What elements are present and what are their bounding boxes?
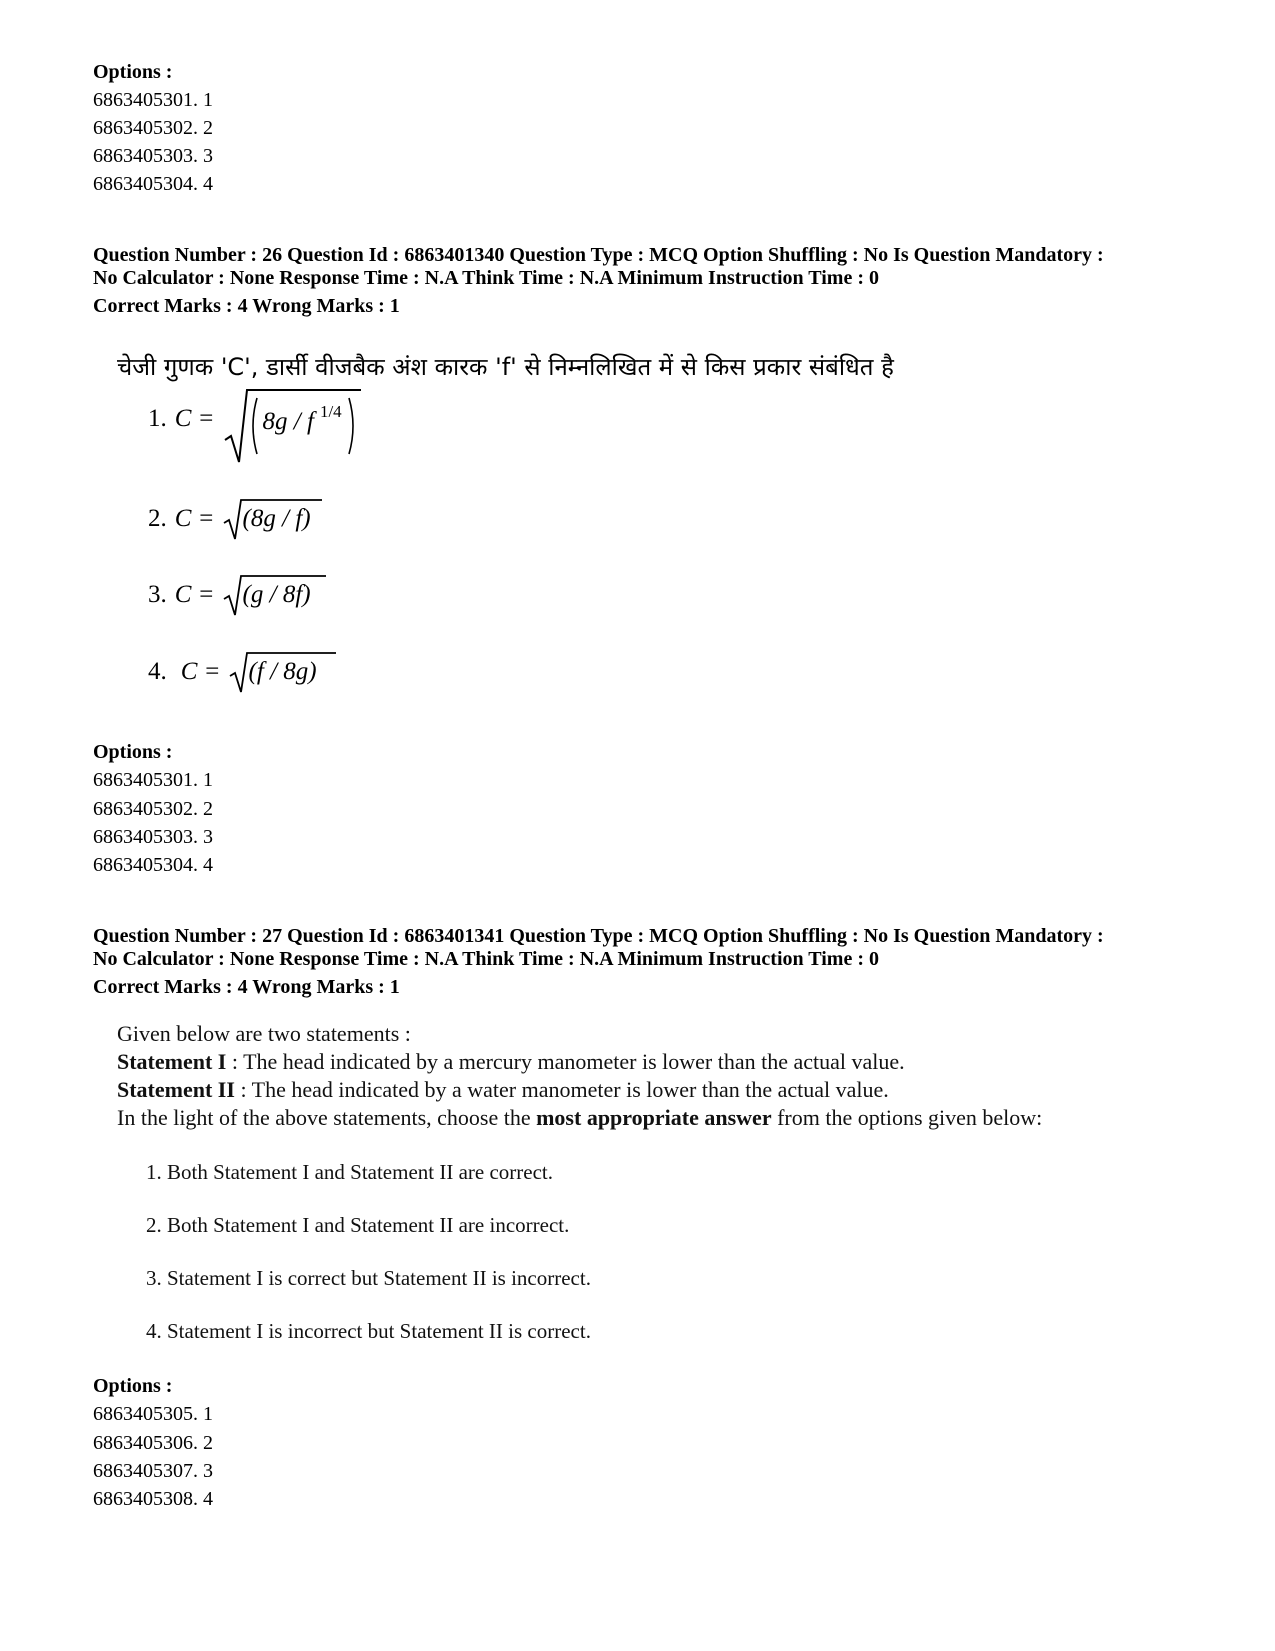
statement-2-text: : The head indicated by a water manometer is lower than the actual value. bbox=[234, 1077, 889, 1102]
option-row: 6863405303. 3 bbox=[93, 145, 213, 167]
q27-options-block bbox=[93, 1372, 213, 1513]
option-row: 6863405308. 4 bbox=[93, 1488, 213, 1511]
option-row: 6863405301. 1 bbox=[93, 89, 213, 111]
radicand: (f / 8g) bbox=[248, 658, 317, 685]
option-row: 6863405302. 2 bbox=[93, 797, 213, 820]
q27-choice-2: 2. Both Statement I and Statement II are incorrect. bbox=[146, 1213, 570, 1237]
q27-intro: Given below are two statements : bbox=[117, 1021, 411, 1046]
instruction-pre: In the light of the above statements, choose the bbox=[117, 1105, 537, 1130]
option-row: 6863405304. 4 bbox=[93, 173, 213, 195]
sqrt-expression bbox=[223, 505, 311, 533]
q27-choice-4: 4. Statement I is incorrect but Statement II is correct. bbox=[146, 1319, 591, 1343]
option-row: 6863405302. 2 bbox=[93, 117, 213, 139]
choice-number: 3. bbox=[148, 581, 167, 608]
statement-1-text: : The head indicated by a mercury manometer is lower than the actual value. bbox=[226, 1049, 905, 1074]
radicand: (g / 8f) bbox=[242, 581, 311, 608]
statement-1-label: Statement I bbox=[117, 1049, 227, 1074]
q26-choice-2 bbox=[148, 505, 311, 533]
q26-choice-4 bbox=[148, 658, 317, 686]
q26-question-text: चेजी गुणक 'C', डार्सी वीजबैक अंश कारक 'f' से निम्नलिखित में से किस प्रकार संबंधित है bbox=[117, 353, 894, 381]
q25-options-block bbox=[93, 58, 213, 198]
options-label: Options : bbox=[93, 61, 173, 83]
exponent: 1/4 bbox=[319, 402, 342, 422]
option-row: 6863405305. 1 bbox=[93, 1403, 213, 1426]
q27-marks: Correct Marks : 4 Wrong Marks : 1 bbox=[93, 976, 400, 998]
option-row: 6863405307. 3 bbox=[93, 1459, 213, 1482]
options-label: Options : bbox=[93, 1375, 173, 1397]
option-row: 6863405304. 4 bbox=[93, 854, 213, 877]
q26-choice-3 bbox=[148, 581, 311, 609]
q26-header-line1: Question Number : 26 Question Id : 6863401340 Question Type : MCQ Option Shuffling : No Is Question Mandatory : bbox=[93, 244, 1104, 266]
q27-choice-3: 3. Statement I is correct but Statement II is incorrect. bbox=[146, 1266, 591, 1290]
q27-instruction bbox=[117, 1104, 1042, 1132]
choice-number: 1. bbox=[148, 405, 167, 432]
statement-2-label: Statement II bbox=[117, 1077, 235, 1102]
option-row: 6863405303. 3 bbox=[93, 825, 213, 848]
q27-header bbox=[93, 925, 1104, 999]
q26-marks: Correct Marks : 4 Wrong Marks : 1 bbox=[93, 295, 400, 317]
q26-options-block bbox=[93, 738, 213, 879]
choice-number: 4. bbox=[148, 658, 167, 685]
option-row: 6863405306. 2 bbox=[93, 1431, 213, 1454]
q26-header-line2: No Calculator : None Response Time : N.A Think Time : N.A Minimum Instruction Time : 0 bbox=[93, 267, 879, 289]
radicand: 8g / f bbox=[262, 408, 314, 436]
q27-choice-1: 1. Both Statement I and Statement II are correct. bbox=[146, 1160, 554, 1184]
sqrt-expression bbox=[223, 402, 354, 436]
q26-header bbox=[93, 244, 1104, 318]
q26-choice-1 bbox=[148, 402, 354, 436]
choice-lhs: C = bbox=[174, 581, 215, 608]
instruction-bold: most appropriate answer bbox=[536, 1105, 772, 1130]
radicand: (8g / f) bbox=[242, 505, 311, 532]
q27-question-body bbox=[117, 1020, 1042, 1132]
q27-statement-1 bbox=[117, 1048, 1042, 1076]
sqrt-expression bbox=[223, 581, 311, 609]
sqrt-expression bbox=[229, 658, 317, 686]
option-row: 6863405301. 1 bbox=[93, 769, 213, 792]
choice-lhs: C = bbox=[174, 405, 215, 432]
choice-lhs: C = bbox=[180, 658, 221, 685]
q27-statement-2 bbox=[117, 1076, 1042, 1104]
q27-header-line2: No Calculator : None Response Time : N.A Think Time : N.A Minimum Instruction Time : 0 bbox=[93, 948, 879, 970]
choice-number: 2. bbox=[148, 505, 167, 532]
options-label: Options : bbox=[93, 741, 173, 763]
q27-header-line1: Question Number : 27 Question Id : 6863401341 Question Type : MCQ Option Shuffling : No Is Question Mandatory : bbox=[93, 925, 1104, 947]
instruction-post: from the options given below: bbox=[771, 1105, 1043, 1130]
choice-lhs: C = bbox=[174, 505, 215, 532]
